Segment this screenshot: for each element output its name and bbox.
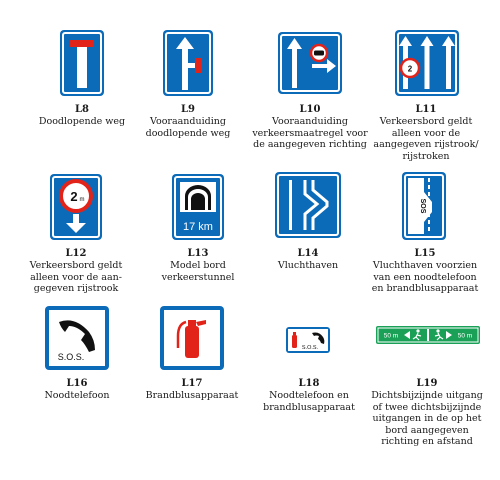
sign-text: 50 m — [457, 332, 473, 340]
caption-line: Vluchthaven voorzien — [372, 260, 478, 271]
emergency-exit-sign-icon — [376, 326, 480, 344]
sign-code: L16 — [66, 378, 88, 389]
sign-text: 2 — [407, 64, 413, 74]
caption-line: rijstroken — [402, 150, 450, 162]
lane-restriction-sign-icon — [395, 30, 459, 96]
caption-line: uitgangen in de op het — [372, 413, 482, 424]
caption-line: verkeerstunnel — [161, 271, 235, 283]
sign-text: 50 m — [383, 332, 399, 340]
caption-line: Verkeersbord geldt — [379, 116, 473, 127]
caption-line: van een noodtelefoon — [373, 271, 477, 283]
sign-code: L19 — [416, 378, 438, 389]
sign-caption-l12 — [17, 248, 135, 295]
emergency-lay-by-sign-icon — [275, 172, 341, 238]
caption-line: verkeersmaatregel voor — [252, 127, 368, 139]
caption-line: alleen voor de — [391, 127, 461, 139]
caption-line: alleen voor de aan- — [30, 271, 122, 283]
sign-unit: m — [79, 197, 85, 203]
sign-caption-l19 — [368, 378, 486, 448]
caption-line: Vluchthaven — [277, 260, 339, 271]
sign-code: L17 — [181, 378, 203, 389]
fire-extinguisher-sign-icon — [160, 306, 224, 370]
sign-caption-l10 — [251, 104, 369, 151]
sign-code: L12 — [65, 248, 87, 259]
sign-caption-l9 — [129, 104, 247, 139]
sign-code: L13 — [187, 248, 209, 259]
caption-line: Noodtelefoon — [44, 390, 110, 401]
sign-code: L9 — [181, 104, 195, 115]
caption-line: of twee dichtsbijzijnde — [372, 401, 482, 413]
sign-code: L11 — [415, 104, 437, 115]
caption-line: brandblusapparaat — [263, 401, 355, 413]
caption-line: Model bord — [170, 260, 226, 271]
sign-caption-l18 — [250, 378, 368, 413]
sign-caption-l11 — [367, 104, 485, 162]
caption-line: Doodlopende weg — [38, 116, 126, 127]
sign-code: L10 — [299, 104, 321, 115]
emergency-phone-haven-sign-icon — [402, 172, 446, 240]
caption-line: richting en afstand — [381, 436, 473, 447]
sign-text: S.O.S. — [57, 352, 85, 362]
sign-text: S.O.S. — [301, 345, 319, 351]
sign-code: L8 — [75, 104, 89, 115]
caption-line: Vooraanduiding — [150, 116, 226, 127]
sign-caption-l8 — [23, 104, 141, 128]
caption-line: Dichtsbijzijnde uitgang — [371, 390, 483, 401]
caption-line: Verkeersbord geldt — [29, 260, 123, 271]
advance-dead-end-sign-icon — [163, 30, 213, 96]
sign-code: L15 — [414, 248, 436, 259]
tunnel-sign-icon — [172, 174, 224, 240]
sign-caption-l15 — [366, 248, 484, 295]
sign-code: L18 — [298, 378, 320, 389]
caption-line: gegeven rijstrook — [33, 283, 119, 294]
lane-arrow-sign-icon — [50, 174, 102, 240]
sign-text: 17 km — [183, 221, 213, 233]
caption-line: en brandblusapparaat — [371, 283, 479, 294]
phone-extinguisher-sign-icon — [286, 327, 330, 353]
sign-caption-l17 — [133, 378, 251, 402]
lane-measure-advance-sign-icon — [278, 32, 342, 94]
sign-caption-l13 — [139, 248, 257, 283]
sign-caption-l16 — [18, 378, 136, 402]
caption-line: Noodtelefoon en — [269, 390, 349, 401]
sign-text: SOS — [419, 198, 426, 214]
caption-line: aangegeven rijstrook/ — [373, 139, 479, 150]
caption-line: bord aangegeven — [385, 424, 469, 436]
sign-caption-l14 — [249, 248, 367, 272]
caption-line: de aangegeven richting — [253, 139, 367, 150]
caption-line: Brandblusapparaat — [145, 390, 239, 401]
caption-line: Vooraanduiding — [272, 116, 348, 127]
emergency-phone-sign-icon — [45, 306, 109, 370]
sign-text: 2 — [70, 189, 78, 204]
sign-code: L14 — [297, 248, 319, 259]
dead-end-sign-icon — [60, 30, 104, 96]
caption-line: doodlopende weg — [145, 127, 231, 139]
